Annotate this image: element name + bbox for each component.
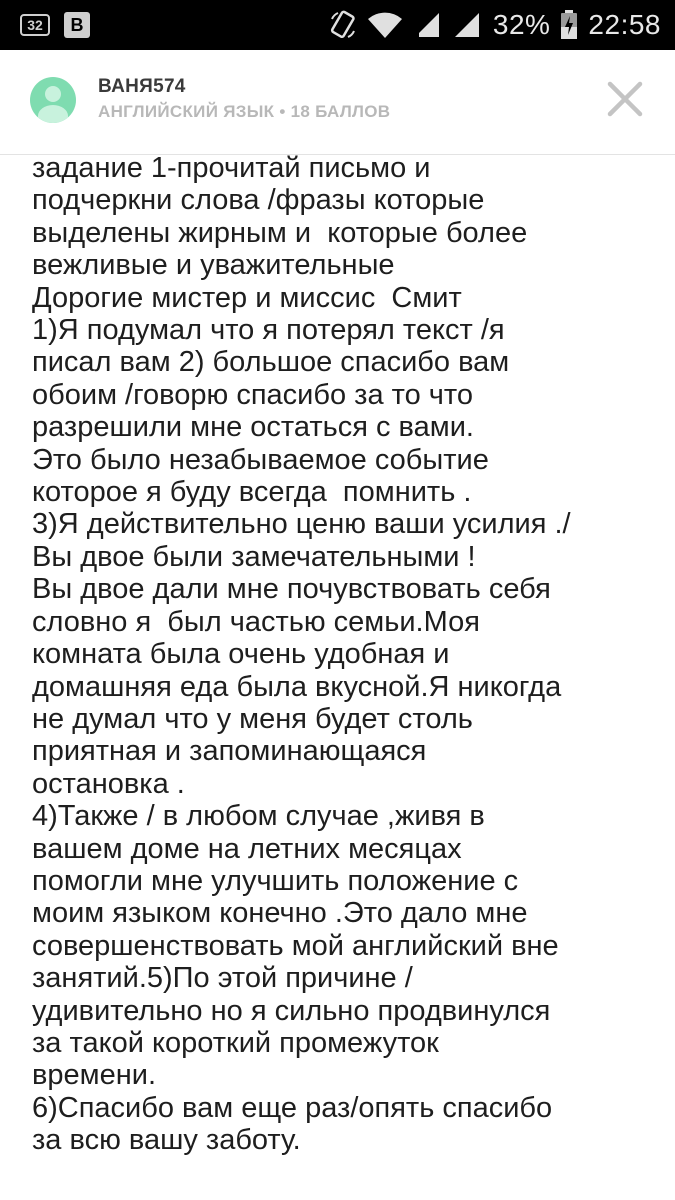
- notification-counter-icon: 32: [20, 14, 50, 36]
- wifi-icon: [367, 11, 403, 39]
- question-line: остановка .: [32, 767, 185, 800]
- question-line: которое я буду всегда помнить .: [32, 476, 472, 509]
- question-line: приятная и запоминающаяся: [32, 735, 427, 768]
- battery-charging-icon: [560, 10, 578, 40]
- question-line: Дорогие мистер и миссис Смит: [32, 281, 462, 314]
- question-line: Это было незабываемое событие: [32, 443, 489, 476]
- status-bar: [0, 0, 675, 50]
- question-line: удивительно но я сильно продвинулся: [32, 994, 551, 1027]
- avatar-body: [38, 105, 68, 123]
- question-line: 6)Спасибо вам еще раз/опять спасибо: [32, 1091, 553, 1124]
- question-line: времени.: [32, 1059, 157, 1092]
- question-line: за такой короткий промежуток: [32, 1026, 439, 1059]
- status-bar-left: [20, 12, 90, 38]
- question-header: [0, 50, 675, 155]
- question-line: вашем доме на летних месяцах: [32, 832, 462, 865]
- question-line: 4)Также / в любом случае ,живя в: [32, 800, 485, 833]
- signal-icon: [453, 11, 483, 39]
- question-text: [32, 152, 672, 1157]
- question-line: вежливые и уважительные: [32, 249, 395, 282]
- question-line: за всю вашу заботу.: [32, 1124, 301, 1157]
- question-line: совершенствовать мой английский вне: [32, 929, 559, 962]
- question-line: разрешили мне остаться с вами.: [32, 411, 474, 444]
- question-line: домашняя еда была вкусной.Я никогда: [32, 670, 562, 703]
- question-line: задание 1-прочитай письмо и: [32, 152, 431, 184]
- clock: 22:58: [588, 9, 661, 40]
- vk-icon: B: [64, 12, 90, 38]
- question-line: обоим /говорю спасибо за то что: [32, 378, 473, 411]
- rotate-icon: [329, 10, 357, 40]
- question-line: комната была очень удобная и: [32, 638, 450, 671]
- username[interactable]: ВАНЯ574: [98, 76, 186, 97]
- battery-percent: 32%: [492, 9, 551, 40]
- close-button[interactable]: [604, 78, 646, 120]
- question-line: не думал что у меня будет столь: [32, 702, 473, 735]
- question-line: Вы двое были замечательными !: [32, 540, 476, 573]
- close-icon: [604, 78, 646, 120]
- avatar-head: [45, 86, 61, 102]
- subject-points: АНГЛИЙСКИЙ ЯЗЫК • 18 БАЛЛОВ: [98, 102, 391, 121]
- question-line: выделены жирным и которые более: [32, 216, 528, 249]
- question-line: Вы двое дали мне почувствовать себя: [32, 573, 551, 606]
- avatar[interactable]: [30, 77, 76, 123]
- question-line: моим языком конечно .Это дало мне: [32, 897, 528, 930]
- question-line: словно я был частью семьи.Моя: [32, 605, 480, 638]
- question-line: 1)Я подумал что я потерял текст /я: [32, 314, 505, 347]
- question-line: писал вам 2) большое спасибо вам: [32, 346, 510, 379]
- signal-icon: [413, 11, 443, 39]
- status-bar-right: [329, 6, 661, 44]
- question-line: подчеркни слова /фразы которые: [32, 184, 485, 217]
- question-line: помогли мне улучшить положение с: [32, 864, 519, 897]
- question-line: 3)Я действительно ценю ваши усилия ./: [32, 508, 571, 541]
- question-line: занятий.5)По этой причине /: [32, 962, 413, 995]
